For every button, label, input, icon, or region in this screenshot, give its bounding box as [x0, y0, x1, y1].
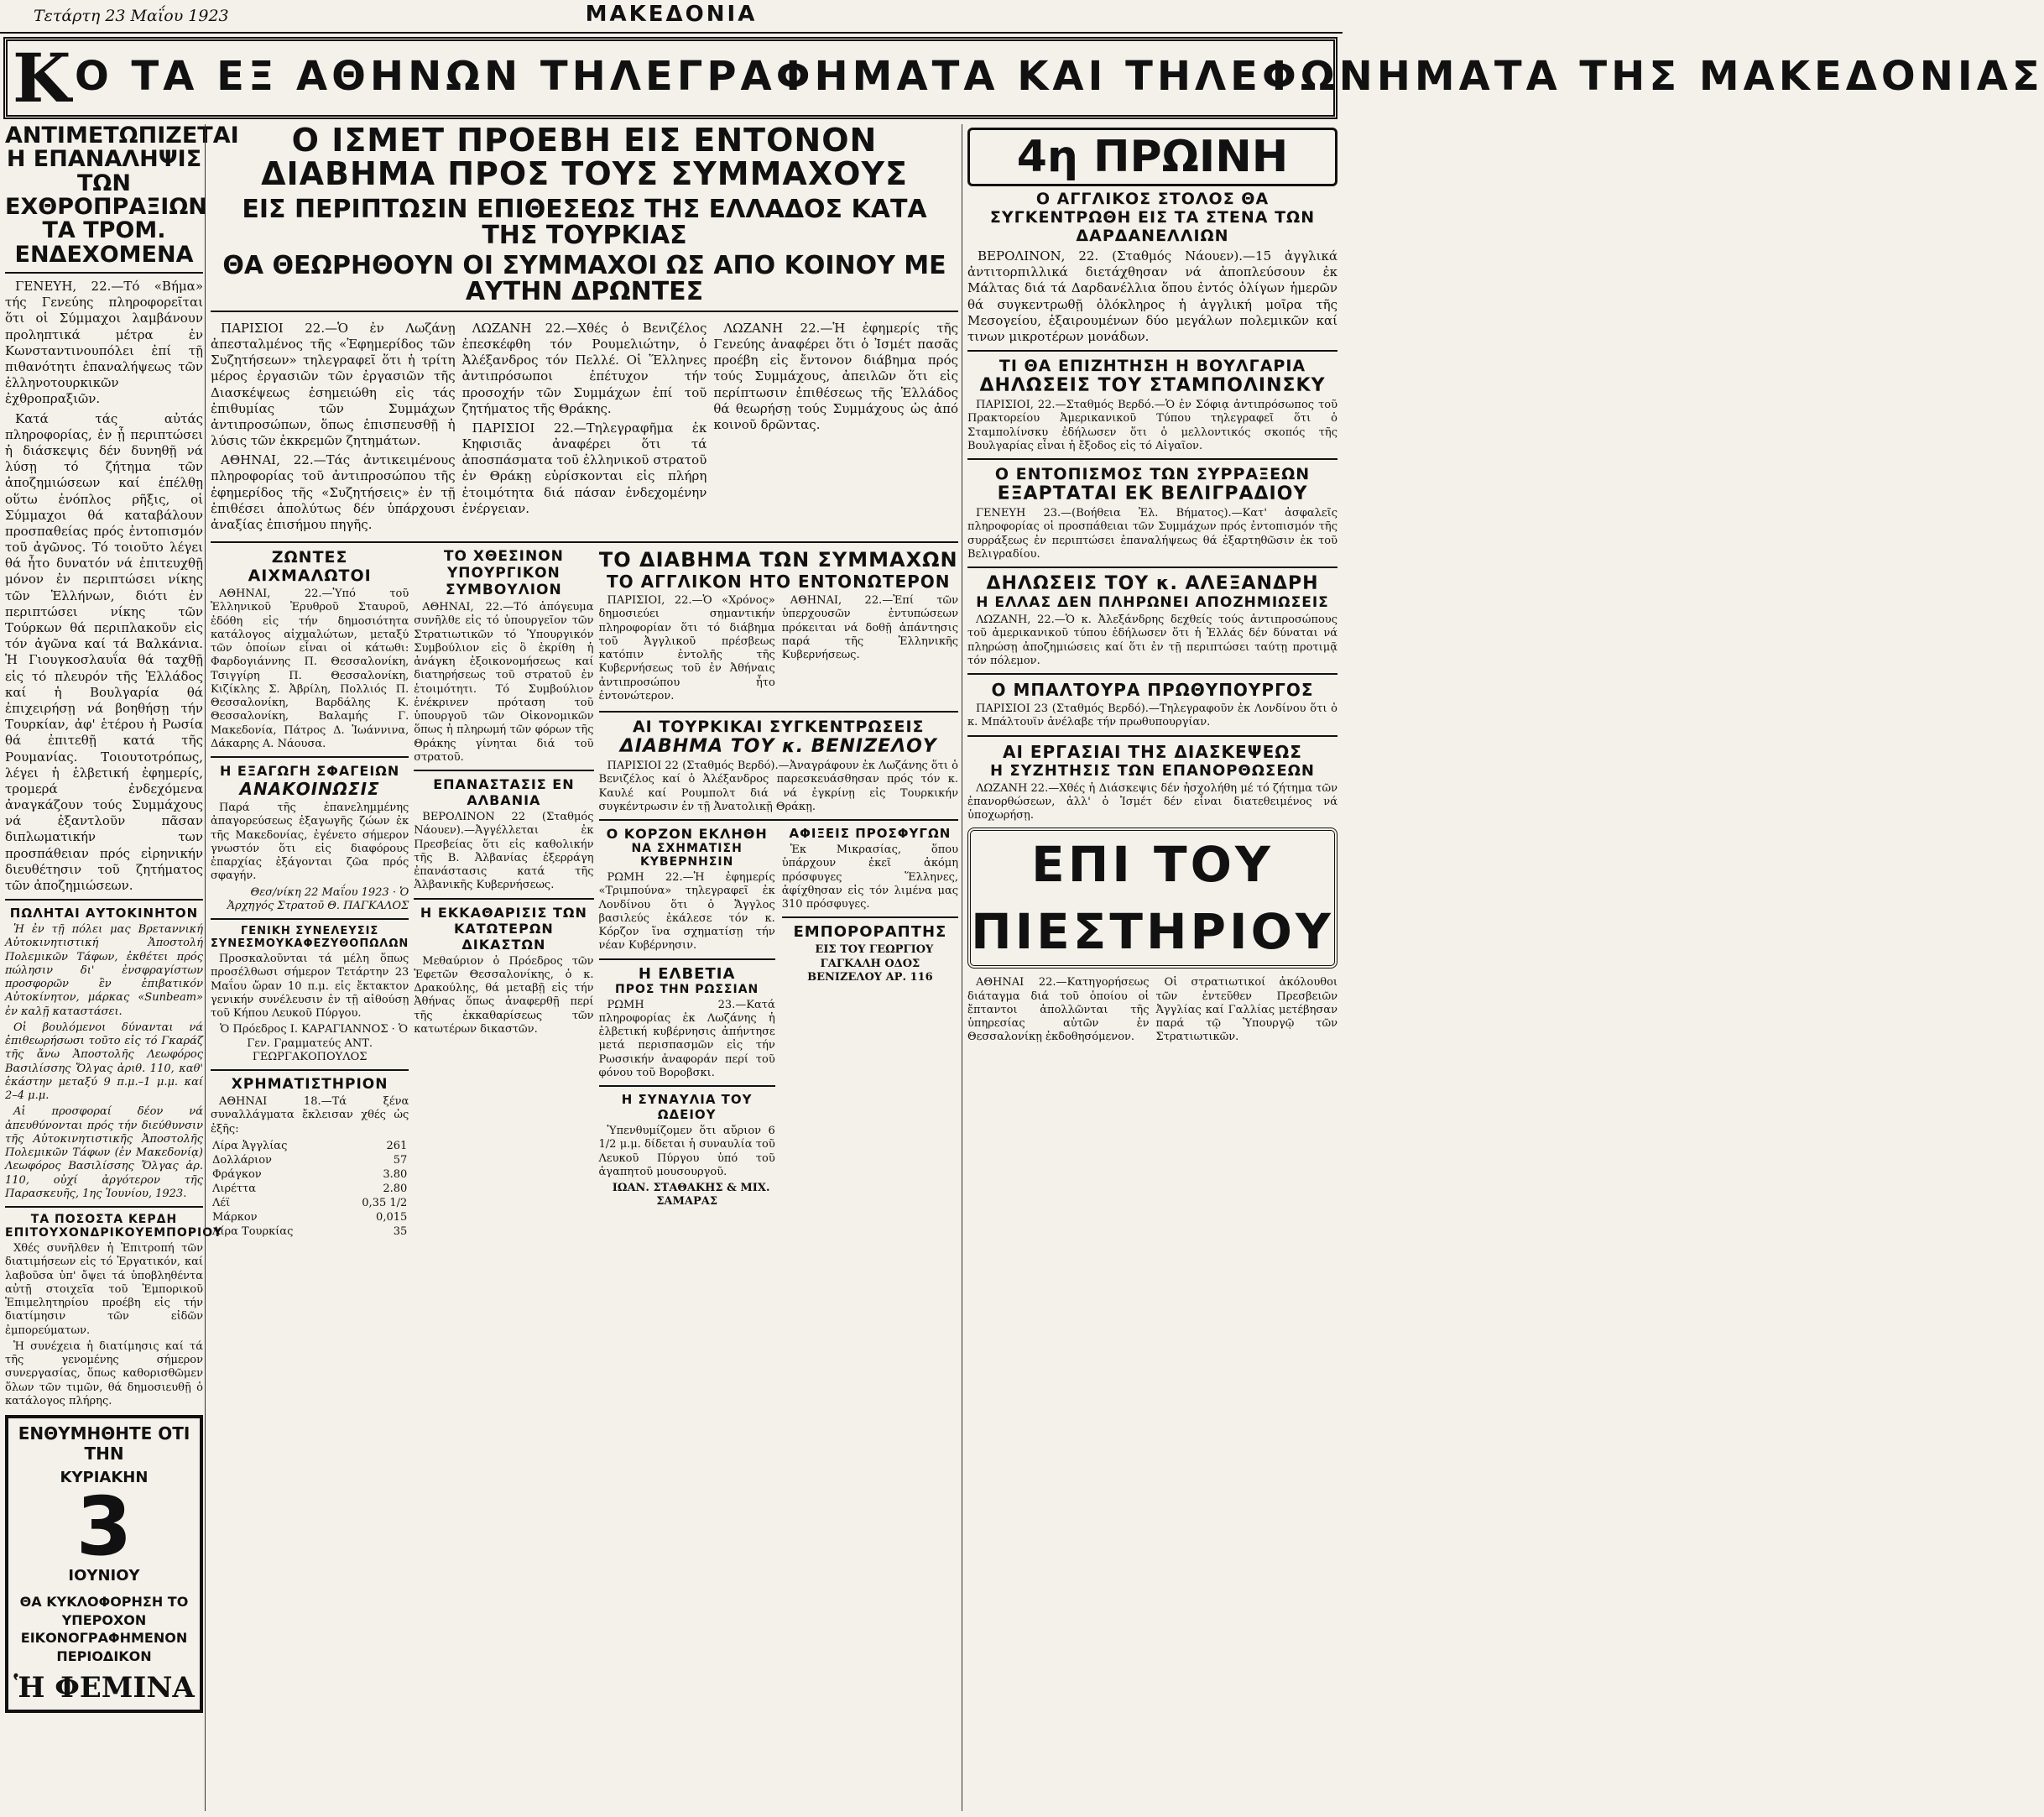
headline-judges: Η ΕΚΚΑΘΑΡΙΣΙΣ ΤΩΝ ΚΑΤΩΤΕΡΩΝ ΔΙΚΑΣΤΩΝ: [420, 904, 587, 953]
article-paragraph: ΛΩΖΑΝΗ 22.—Ἡ ἐφημερίς τῆς Γενεύης ἀναφέρει ὅτι ὁ Ἰσμέτ πασᾶς προέβη εἰς ἔντονον διάβημα πρός τούς Συμμάχους, ἀπειλῶν ὅτι εἰς περίπτωσιν ἐπιθέσεως τῆς Ἑλλάδος θά θεωρήσῃ τούς Συμμάχους ὡς ἀπό κοινοῦ δρῶντας.: [713, 320, 959, 432]
rate-value: 57: [393, 1153, 408, 1167]
ad-month: ΙΟΥΝΙΟΥ: [68, 1567, 140, 1585]
divider: [599, 711, 958, 713]
paper-name: ΜΑΚΕΔΟΝΙΑ: [585, 2, 758, 27]
divider: [211, 311, 958, 312]
rate-currency: Λίρα Τουρκίας: [212, 1224, 294, 1238]
press-section-banner: ΕΠΙ ΤΟΥ ΠΙΕΣΤΗΡΙΟΥ: [967, 828, 1337, 969]
subcolumn-a: [211, 548, 409, 1239]
divider: [967, 735, 1337, 737]
headline-refugees: ΑΦΙΞΕΙΣ ΠΡΟΣΦΥΓΩΝ: [789, 826, 952, 842]
divider: [967, 350, 1337, 352]
headline-exchange: ΧΡΗΜΑΤΙΣΤΗΡΙΟΝ: [231, 1076, 388, 1094]
ad-paragraph: Ἡ ἐν τῇ πόλει μας Βρεταννική Αὐτοκινητιστική Ἀποστολή Πολεμικῶν Τάφων, ἐκθέτει πρός πώλησιν δι' ἐνσφραγίστων προσφορῶν ἓν ἐπιβατικόν Αὐτοκίνητον, μάρκας «Sunbeam» ἐν καλῇ καταστάσει.: [5, 923, 203, 1018]
subcolumn-c: [599, 548, 958, 1239]
ad-date-number: 3: [76, 1480, 133, 1574]
divider: [599, 819, 958, 821]
article-paragraph: ΛΩΖΑΝΗ 22.—Χθές ὁ Βενιζέλος ἐπεσκέφθη τόν Ρουμελιώτην, ὁ Ἀλέξανδρος τόν Πελλέ. Οἱ Ἕλληνες ἀντιπρόσωποι ἐπέτυχον τήν προσοχήν τῶν Συμμάχων ἐπί τοῦ ζητήματος τῆς Θράκης.: [461, 320, 707, 416]
article-paragraph: ΡΩΜΗ 23.—Κατά πληροφορίας ἐκ Λωζάνης ἡ ἑλβετική κυβέρνησις ἀπήντησε μετά περισπασμῶν εἰς τήν Ρωσσικήν ἀναφοράν περί τοῦ φόνου τοῦ Βοροβσκι.: [598, 998, 775, 1079]
article-paragraph: ΠΑΡΙΣΙΟΙ, 22.—Σταθμός Βερδό.—Ὁ ἐν Σόφιᾳ ἀντιπρόσωπος τοῦ Πρακτορείου Ἀμερικανικοῦ Τύπου τηλεγραφεῖ ὅτι ὁ Σταμπολίνσκυ ἐδήλωσεν ὅτι ὁ μελλοντικός σκοπός τῆς Βουλγαρίας εἶναι ἡ ἔξοδος εἰς τό Αἰγαῖον.: [967, 399, 1337, 452]
subheadline: Η ΕΛΛΑΣ ΔΕΝ ΠΛΗΡΩΝΕΙ ΑΠΟΖΗΜΙΩΣΕΙΣ: [976, 594, 1329, 612]
ad-paragraph: Οἱ βουλόμενοι δύνανται νά ἐπιθεωρήσωσι τοῦτο εἰς τό Γκαράζ τῆς ἄνω Ἀποστολῆς Λεωφόρος Βασιλίσσης Ὄλγας ἀριθ. 110, καθ' ἑκάστην μεταξύ 9 π.μ.–1 μ.μ. καί 2–4 μ.μ.: [5, 1021, 203, 1103]
divider: [211, 918, 409, 920]
headline-ismet: Ο ΙΣΜΕΤ ΠΡΟΕΒΗ ΕΙΣ ΕΝΤΟΝΟΝ ΔΙΑΒΗΜΑ ΠΡΟΣ ΤΟΥΣ ΣΥΜΜΑΧΟΥΣ: [261, 122, 908, 192]
article-paragraph: ΑΘΗΝΑΙ 18.—Τά ξένα συναλλάγματα ἔκλεισαν χθές ὡς ἑξῆς:: [211, 1095, 409, 1136]
ad-day: ΚΥΡΙΑΚΗΝ: [60, 1469, 149, 1487]
article-paragraph: Παρά τῆς ἐπανεληµµένης ἀπαγορεύσεως ἐξαγωγῆς ζώων ἐκ τῆς Μακεδονίας, ἐγένετο σήμερον γνωστόν ὅτι εἰς διαφόρους ἐπαρχίας ἐξάγονται ζῶα πρός σφαγήν.: [211, 801, 409, 883]
rate-row: [211, 1224, 409, 1239]
rate-value: 0,015: [376, 1210, 408, 1224]
divider: [414, 770, 593, 771]
article-paragraph: ΠΑΡΙΣΙΟΙ 22.—Τηλεγραφῆμα ἐκ Κηφισιᾶς ἀναφέρει ὅτι τά ἀποσπάσματα τοῦ ἑλληνικοῦ στρατοῦ ἐν Θράκῃ εὑρίσκονται εἰς πλήρη ἑτοιμότητα διά πάσαν ἐνδεχομένην ἐνέργειαν.: [461, 420, 707, 516]
divider: [967, 673, 1337, 675]
headline-announcement: ΑΝΑΚΟΙΝΩΣΙΣ: [239, 779, 380, 800]
divider: [211, 541, 958, 543]
headline-conference: ΑΙ ΕΡΓΑΣΙΑΙ ΤΗΣ ΔΙΑΣΚΕΨΕΩΣ: [1003, 741, 1302, 762]
article-paragraph: Ἐκ Μικρασίας, ὅπου ὑπάρχουν ἐκεῖ ἀκόμη πρόσφυγες Ἕλληνες, ἀφίχθησαν εἰς τόν λιμένα μας 310 πρόσφυγες.: [781, 843, 959, 911]
rate-currency: Λέϊ: [212, 1196, 231, 1209]
article-paragraph: ΛΩΖΑΝΗ, 22.—Ὁ κ. Ἀλεξάνδρης δεχθείς τούς ἀντιπροσώπους τοῦ ἀμερικανικοῦ τύπου ἐδήλωσεν ὅτι ἡ Ἑλλάς δέν δύναται νά πληρώσῃ ἀποζημιώσεις καί ὅτι ἐν τῇ περιπτώσει ταύτῃ προτιμᾷ τόν πόλεμον.: [967, 613, 1337, 667]
article-paragraph: Προσκαλοῦνται τά μέλη ὅπως προσέλθωσι σήμερον Τετάρτην 23 Μαΐου ὥραν 10 π.μ. εἰς ἔκτακτον γενικήν συνέλευσιν ἐν τῇ αἰθούσῃ τοῦ Κήπου Λευκοῦ Πύργου.: [211, 953, 409, 1021]
rate-row: [211, 1182, 409, 1196]
subheadline: ΝΑ ΣΧΗΜΑΤΙΣΗ ΚΥΒΕΡΝΗΣΙΝ: [631, 842, 743, 869]
ad-paragraph: ΕΙΣ ΤΟΥ ΓΕΩΡΓΙΟΥ ΓΑΓΚΑΛΗ ΟΔΟΣ ΒΕΝΙΖΕΛΟΥ ΑΡ. 116: [807, 943, 934, 984]
rate-currency: Λίρα Ἀγγλίας: [212, 1139, 288, 1152]
banner-initial: Κ: [13, 39, 71, 117]
headline-alexandris: ΔΗΛΩΣΕΙΣ ΤΟΥ κ. ΑΛΕΞΑΝΔΡΗ: [986, 573, 1319, 595]
rate-row: [211, 1196, 409, 1210]
article-paragraph: ΡΩΜΗ 22.—Ἡ ἐφημερίς «Τριμπούνα» τηλεγραφεῖ ἐκ Λονδίνου ὅτι ὁ Ἄγγλος βασιλεύς ἐκάλεσε τόν κ. Κόρζον ἵνα σχηματίσῃ τήν νέαν Κυβέρνησιν.: [598, 871, 775, 953]
ad-paragraph: Αἱ προσφοραί δέον νά ἀπευθύνονται πρός τήν διεύθυνσιν τῆς Αὐτοκινητιστικῆς Ἀποστολῆς Πολεμικῶν Τάφων (ἐν Μακεδονίᾳ) Λεωφόρος Βασιλίσσης Ὄλγας ἀρ. 110, οὐχί ἀργότερον τῆς Παρασκευῆς, 1ης Ἰουνίου, 1923.: [5, 1105, 203, 1200]
headline-cabinet: ΤΟ ΧΘΕΣΙΝΟΝ ΥΠΟΥΡΓΙΚΟΝ ΣΥΜΒΟΥΛΙΟΝ: [443, 548, 564, 599]
article-paragraph: ΒΕΡΟΛΙΝΟΝ, 22. (Σταθμός Νάουεν).—15 ἀγγλικά ἀντιτορπιλλικά διετάχθησαν νά ἀποπλεύσουν ἐκ Μάλτας διά τά Δαρδανέλλια ὅπου ἐντός ὀλίγων ἡμερῶν θά συγκεντρωθῇ ὁλόκληρος ἡ ἀγγλική μοῖρα τῆς Μεσογείου, ἐξαιρουμένων δύο μεγάλων πολεμικῶν καί τινων μικροτέρων μονάδων.: [967, 248, 1337, 344]
divider: [5, 899, 203, 901]
divider: [5, 272, 203, 274]
headline-fleet: Ο ΑΓΓΛΙΚΟΣ ΣΤΟΛΟΣ ΘΑ ΣΥΓΚΕΝΤΡΩΘΗ ΕΙΣ ΤΑ ΣΤΕΝΑ ΤΩΝ ΔΑΡΔΑΝΕΛΛΙΩΝ: [989, 190, 1316, 245]
article-paragraph: ΠΑΡΙΣΙΟΙ 23 (Σταθμός Βερδό).—Τηλεγραφοῦν ἐκ Λονδίνου ὅτι ὁ κ. Μπάλτουϊν ἀνέλαβε τήν πρωθυπουργίαν.: [967, 702, 1337, 729]
banner-title: Ο ΤΑ ΕΞ ΑΘΗΝΩΝ ΤΗΛΕΓΡΑΦΗΜΑΤΑ ΚΑΙ ΤΗΛΕΦΩΝΗΜΑΤΑ ΤΗΣ ΜΑΚΕΔΟΝΙΑΣ: [75, 53, 2044, 100]
article-paragraph: ΛΩΖΑΝΗ 22.—Χθές ἡ Διάσκεψις δέν ἠσχολήθη μέ τό ζήτημα τῶν ἐπανορθώσεων, ἀλλ' ὁ Ἰσμέτ δέν εἶναι διατεθειμένος νά ὑποχωρήσῃ.: [967, 781, 1337, 822]
subheadline: ΔΗΛΩΣΕΙΣ ΤΟΥ ΣΤΑΜΠΟΛΙΝΣΚΥ: [979, 375, 1326, 397]
subheadline: ΕΞΑΡΤΑΤΑΙ ΕΚ ΒΕΛΙΓΡΑΔΙΟΥ: [997, 483, 1308, 505]
subheadline: Η ΣΥΖΗΤΗΣΙΣ ΤΩΝ ΕΠΑΝΟΡΘΩΣΕΩΝ: [990, 761, 1315, 780]
signature: Ὁ Πρόεδρος Ι. ΚΑΡΑΓΙΑΝΝΟΣ · Ὁ Γεν. Γραμματεύς ΑΝΤ. ΓΕΩΡΓΑΚΟΠΟΥΛΟΣ: [220, 1023, 409, 1063]
rate-currency: Φράγκον: [212, 1167, 262, 1181]
rate-value: 3.80: [383, 1167, 408, 1181]
article-paragraph: ΑΘΗΝΑΙ 22.—Κατηγορήσεως διάταγμα διά τοῦ ὁποίου οἱ ἔπταντοι ἀπολλῶνται τῆς ὑπηρεσίας αὐτῶν ἐν Θεσσαλονίκῃ ἐκδοθησόμενον.: [967, 976, 1150, 1044]
article-paragraph: ΑΘΗΝΑΙ, 22.—Ὑπό τοῦ Ἑλληνικοῦ Ἐρυθροῦ Σταυροῦ, ἐδόθη εἰς τήν δημοσιότητα κατάλογος αἰχμαλώτων, μεταξύ τῶν ὁποίων εἶναι οἱ κάτωθι: Φαρδογιάννης Π. Θεσσαλονίκη, Τσιγγίρη Π. Θεσσαλονίκη, Κιζίκλης Σ. Ἀβρίλη, Πολλιός Π. Θεσσαλονίκη, Βαρδάλης Κ. Θεσσαλονίκη, Βαλαμής Γ. Μακεδονία, Πάτρος Δ. Ἰωάννινα, Δάκαρης Α. Νάουσα.: [211, 587, 409, 750]
headline-tailor: ΕΜΠΟΡΟΡΑΠΤΗΣ: [793, 923, 947, 942]
rate-row: [211, 1139, 409, 1153]
article-paragraph: Μεθαύριον ὁ Πρόεδρος τῶν Ἐφετῶν Θεσσαλονίκης, ὁ κ. Δρακούλης, θά μεταβῇ εἰς τήν Ἀθήνας ὅπως ἀναφερθῇ περί τῆς ἐκκαθαρίσεως τῶν κατωτέρων δικαστῶν.: [414, 954, 594, 1036]
article-paragraph: ΑΘΗΝΑΙ, 22.—Ἐπί τῶν ὑπερχουσῶν ἐντυπώσεων πρόκειται νά δοθῇ ἀπάντησις παρά τῆς Ἑλληνικῆς Κυβερνήσεως.: [781, 594, 959, 662]
article-paragraph: Οἱ στρατιωτικοί ἀκόλουθοι τῶν ἐντεῦθεν Πρεσβειῶν Ἀγγλίας καί Γαλλίας μετέβησαν παρά τῷ Ὑπουργῷ τῶν Στρατιωτικῶν.: [1155, 976, 1337, 1044]
rate-currency: Λιρέττα: [212, 1182, 257, 1195]
divider: [211, 756, 409, 758]
subheadline: ΠΡΟΣ ΤΗΝ ΡΩΣΣΙΑΝ: [615, 982, 759, 996]
headline-hostilities: ΑΝΤΙΜΕΤΩΠΙΖΕΤΑΙ Η ΕΠΑΝΑΛΗΨΙΣ ΤΩΝ ΕΧΘΡΟΠΡΑΞΙΩΝ ΤΑ ΤΡΟΜ. ΕΝΔΕΧΟΜΕΝΑ: [5, 123, 239, 268]
headline-concert: Η ΣΥΝΑΥΛΙΑ ΤΟΥ ΩΔΕΙΟΥ: [621, 1092, 753, 1123]
article-paragraph: Ἡ συνέχεια ἡ διατίμησις καί τά τῆς γενομένης σήμερον συνεργασίας, ὅπως καθορισθῶμεν ὅλων τῶν τιμῶν, θά δημοσιευθῇ ὁ κατάλογος πλήρης.: [5, 1339, 203, 1407]
divider: [599, 1085, 775, 1087]
rate-value: 2.80: [383, 1182, 408, 1195]
ad-line: ΘΑ ΚΥΚΛΟΦΟΡΗΣΗ ΤΟ ΥΠΕΡΟΧΟΝ ΕΙΚΟΝΟΓΡΑΦΗΜΕΝΟΝ ΠΕΡΙΟΔΙΚΟΝ: [19, 1594, 189, 1664]
headline-switzerland: Η ΕΛΒΕΤΙΑ: [638, 964, 736, 983]
edition-banner: 4η ΠΡΩΙΝΗ: [967, 128, 1337, 186]
rate-row: [211, 1167, 409, 1182]
divider: [599, 958, 775, 960]
headline-albania: ΕΠΑΝΑΣΤΑΣΙΣ ΕΝ ΑΛΒΑΝΙΑ: [433, 776, 575, 809]
masthead: [0, 0, 1343, 34]
issue-date: Τετάρτη 23 Μαΐου 1923: [34, 7, 229, 25]
article-paragraph: Ὑπενθυμίζομεν ὅτι αὔριον 6 1/2 μ.μ. δίδεται ἡ συναυλία τοῦ Λευκοῦ Πύργου ὑπό τοῦ ἀγαπητοῦ μουσουργοῦ.: [598, 1125, 775, 1178]
subheadline: ΘΑ ΘΕΩΡΗΘΟΥΝ ΟΙ ΣΥΜΜΑΧΟΙ ΩΣ ΑΠΟ ΚΟΙΝΟΥ ΜΕ ΑΥΤΗΝ ΔΡΩΝΤΕΣ: [222, 250, 946, 307]
rate-value: 35: [393, 1224, 408, 1238]
article-paragraph: ΓΕΝΕΥΗ, 22.—Τό «Βήμα» τής Γενεύης πληροφορεῖται ὅτι οἱ Σύμμαχοι λαμβάνουν προληπτικά μέτρα ἐν Κωνσταντινουπόλει ἐπί τῇ πιθανότητι ἐπαναλήψεως τῶν ἑλληνοτουρκικῶν ἐχθροπραξιῶν.: [5, 279, 203, 407]
headline-baldwin: Ο ΜΠΑΛΤΟΥΡΑ ΠΡΩΘΥΠΟΥΡΓΟΣ: [991, 680, 1314, 701]
divider: [967, 458, 1337, 460]
headline-bulgaria: ΤΙ ΘΑ ΕΠΙΖΗΤΗΣΗ Η ΒΟΥΛΓΑΡΙΑ: [999, 357, 1306, 376]
article-paragraph: ΠΑΡΙΣΙΟΙ 22.—Ὁ ἐν Λωζάνῃ ἀπεσταλμένος τῆς «Ἐφημερίδος τῶν Συζητήσεων» τηλεγραφεῖ ὅτι ἡ τρίτη μέρος ἐργασιῶν τῶν ἐργασιῶν τῆς Διασκέψεως ἐσημειώθη εἰς τάς ἐπιθυμίας τῶν Συμμάχων ἀντιπροσώπων, ὅπως ἐπισπευσθῇ ἡ λύσις τῶν ἐκκρεμῶν ζητημάτων.: [211, 320, 456, 449]
divider: [414, 898, 593, 900]
subcolumn-b: [414, 548, 593, 1239]
article-paragraph: Κατά τάς αὐτάς πληροφορίας, ἐν ᾗ περιπτώσει ἡ διάσκεψις δέν δυνηθῇ νά λύσῃ τό ζήτημα τῶν ἀποζημιώσεων καί ἐπέλθῃ οὕτω ἐνόπλος ρῆξις, οἱ Σύμμαχοι θά καταβάλουν προσπαθείας πρός ἐντοπισμόν τοῦ ἀγῶνος. Τό τοιοῦτο λέγει θά ἦτο δυνατόν νά ἐπιτευχθῇ μόνον ἐν περιπτώσει νίκης τῶν Ἑλλήνων, διότι ἐν περιπτώσει νίκης τῶν Τούρκων θά περιπλακοῦν εἰς τόν ἀγῶνα καί τά Βαλκάνια. Ἡ Γιουγκοσλαυΐα θά ταχθῇ εἰς τό πλευρόν τῆς Ἑλλάδος καί ἡ Βουλγαρία θά ἐπιχειρήσῃ νά βοηθήσῃ τήν Τουρκίαν, ἀφ' ἑτέρου ἡ Ρωσία θά ἐπιτεθῇ κατά τῆς Ρουμανίας. Τοιουτοτρόπως, λέγει ἡ ἑλβετική ἐφημερίς, τρομερά ἐνδεχόμενα ἀναγκάζουν τούς Συμμάχους νά ἐξαντλοῦν πᾶσαν διπλωματικήν των προσπάθειαν πρός εἰρηνικήν διευθέτησιν τοῦ ζητήματος τῶν ἀποζημιώσεων.: [5, 410, 203, 893]
headline-export: Η ΕΞΑΓΩΓΗ ΣΦΑΓΕΙΩΝ: [219, 763, 400, 780]
rate-row: [211, 1153, 409, 1167]
exchange-rates-table: [211, 1139, 409, 1239]
article-paragraph: ΑΘΗΝΑΙ, 22.—Τό ἀπόγευμα συνῆλθε εἰς τό ὑπουργεῖον τῶν Στρατιωτικῶν τό Ὑπουργικόν Συμβούλιον εἰς ὃ ἐκρίθη ἡ ἀνάγκη ἐξοικονομήσεως καί διατηρήσεως τοῦ στρατοῦ ἐν ἑτοιμότητι. Τό Συμβούλιον ἐνέκρινεν πρόταση τοῦ ὑπουργοῦ τῶν Οἰκονομικῶν ὅπως ἡ πληρωμή τῶν φόρων τῆς Θράκης γίνηται διά τοῦ στρατοῦ.: [414, 601, 594, 764]
subheadline: ΕΙΣ ΠΕΡΙΠΤΩΣΙΝ ΕΠΙΘΕΣΕΩΣ ΤΗΣ ΕΛΛΑΔΟΣ ΚΑΤΑ ΤΗΣ ΤΟΥΡΚΙΑΣ: [242, 194, 927, 251]
headline-prisoners: ΖΩΝΤΕΣ ΑΙΧΜΑΛΩΤΟΙ: [248, 548, 372, 586]
box-title-profits: ΤΑ ΠΟΣΟΣΤΑ ΚΕΡΔΗ ΕΠΙΤΟΥΧΟΝΔΡΙΚΟΥΕΜΠΟΡΙΟΥ: [5, 1213, 223, 1240]
rate-currency: Μάρκον: [212, 1210, 258, 1224]
headline-assembly: ΓΕΝΙΚΗ ΣΥΝΕΛΕΥΣΙΣ ΣΥΝΕΣΜΟΥΚΑΦΕΖΥΘΟΠΩΛΩΝ: [211, 925, 409, 951]
signature: ΙΩΑΝ. ΣΤΑΘΑΚΗΣ & ΜΙΧ. ΣΑΜΑΡΑΣ: [612, 1182, 770, 1209]
rate-row: [211, 1210, 409, 1224]
rate-currency: Δολλάριον: [212, 1153, 272, 1167]
subheadline: ΔΙΑΒΗΜΑ ΤΟΥ κ. ΒΕΝΙΖΕΛΟΥ: [619, 736, 937, 758]
rate-value: 0,35 1/2: [362, 1196, 408, 1209]
press-section-body: [967, 974, 1337, 1047]
lead-article: [211, 317, 958, 536]
center-column: [205, 124, 958, 1811]
lower-center-grid: [211, 548, 958, 1239]
headline-localization: Ο ΕΝΤΟΠΙΣΜΟΣ ΤΩΝ ΣΥΡΡΑΞΕΩΝ: [994, 465, 1311, 484]
divider: [967, 567, 1337, 568]
article-paragraph: ΠΑΡΙΣΙΟΙ, 22.—Ὁ «Χρόνος» δημοσιεύει σημαντικήν πληροφορίαν ὅτι τό διάβημα τοῦ Ἀγγλικοῦ πρέσβεως κατόπιν ἐντολῆς τῆς Κυβερνήσεως τοῦ ἐν Ἀθήναις ἀντιπροσώπου ἦτο ἐντονώτερον.: [598, 594, 775, 702]
headline-turkish: ΑΙ ΤΟΥΡΚΙΚΑΙ ΣΥΓΚΕΝΤΡΩΣΕΙΣ: [632, 718, 925, 737]
divider: [5, 1206, 203, 1208]
divider: [782, 916, 958, 918]
rate-value: 261: [386, 1139, 408, 1152]
article-paragraph: ΒΕΡΟΛΙΝΟΝ 22 (Σταθμός Νάουεν).—Ἀγγέλλεται ἐκ Πρεσβείας ὅτι εἰς καθολικήν τῆς Β. Ἀλβανίας ἐξερράγη ἐπανάστασις κατά τῆς Ἀλβανικῆς Κυβερνήσεως.: [414, 811, 594, 892]
article-paragraph: Χθές συνῆλθεν ἡ Ἐπιτροπή τῶν διατιμήσεων εἰς τό Ἐργατικόν, καί λαβοῦσα ὑπ' ὄψει τά ὑποβληθέντα αὐτῇ στοιχεῖα τοῦ Ἐμπορικοῦ Ἐπιμελητηρίου προέβη εἰς τήν διατίμησιν τῶν εἰδῶν ἐμπορεύματων.: [5, 1242, 203, 1337]
femina-ad: [5, 1415, 203, 1712]
box-title-car-sale: ΠΩΛΗΤΑΙ ΑΥΤΟΚΙΝΗΤΟΝ: [9, 906, 199, 922]
article-paragraph: ΠΑΡΙΣΙΟΙ 22 (Σταθμός Βερδό).—Ἀναγράφουν ἐκ Λωζάνης ὅτι ὁ Βενιζέλος καί ὁ Ἀλέξανδρος παρεσκευάσθησαν πρός τόν κ. Καυλέ καί Ρουμπολτ διά νά ἐγκρίνῃ εἰς Τουρκικήν συγκέντρωσιν ἐν τῇ Ἀνατολικῇ Θράκῃ.: [598, 760, 958, 813]
ad-brand: Ἡ ΦΕΜΙΝΑ: [13, 1670, 195, 1705]
headline-curzon: Ο ΚΟΡΖΟΝ ΕΚΛΗΘΗ: [606, 826, 768, 843]
signature: Θεσ/νίκη 22 Μαΐου 1923 · Ὁ Ἀρχηγός Στρατοῦ Θ. ΠΑΓΚΑΛΟΣ: [227, 885, 409, 912]
ad-line: ΕΝΘΥΜΗΘΗΤΕ ΟΤΙ ΤΗΝ: [18, 1423, 190, 1465]
article-paragraph: ΑΘΗΝΑΙ, 22.—Τάς ἀντικειμένους πληροφορίας τοῦ ἀντιπροσώπου τῆς ἐφημερίδος τῆς «Συζητήσεις» ἐν τῇ ἐπιθέσει ἀπολύτως δέν ὑπάρχουσι ἀναξίας ἐπισήμου πηγῆς.: [211, 452, 456, 533]
right-column: [962, 124, 1337, 1811]
bottom-pair: [599, 826, 958, 1212]
subheadline: ΤΟ ΑΓΓΛΙΚΟΝ ΗΤΟ ΕΝΤΟΝΩΤΕΡΟΝ: [606, 572, 951, 593]
front-banner: [3, 37, 2044, 119]
divider: [211, 1069, 409, 1071]
headline-demarche: ΤΟ ΔΙΑΒΗΜΑ ΤΩΝ ΣΥΜΜΑΧΩΝ: [598, 548, 958, 572]
article-paragraph: ΓΕΝΕΥΗ 23.—(Βοήθεια Ἐλ. Βήματος).—Κατ' ἀσφαλεῖς πληροφορίας οἱ προσπάθειαι τῶν Συμμάχων πρός ἐντοπισμόν τῆς συρράξεως ἐν περιπτώσει ἐπαναλήψεως θά ἐξαρτηθῶσιν ἐκ τοῦ Βελιγραδίου.: [967, 507, 1337, 561]
demarche-body: [599, 592, 958, 706]
